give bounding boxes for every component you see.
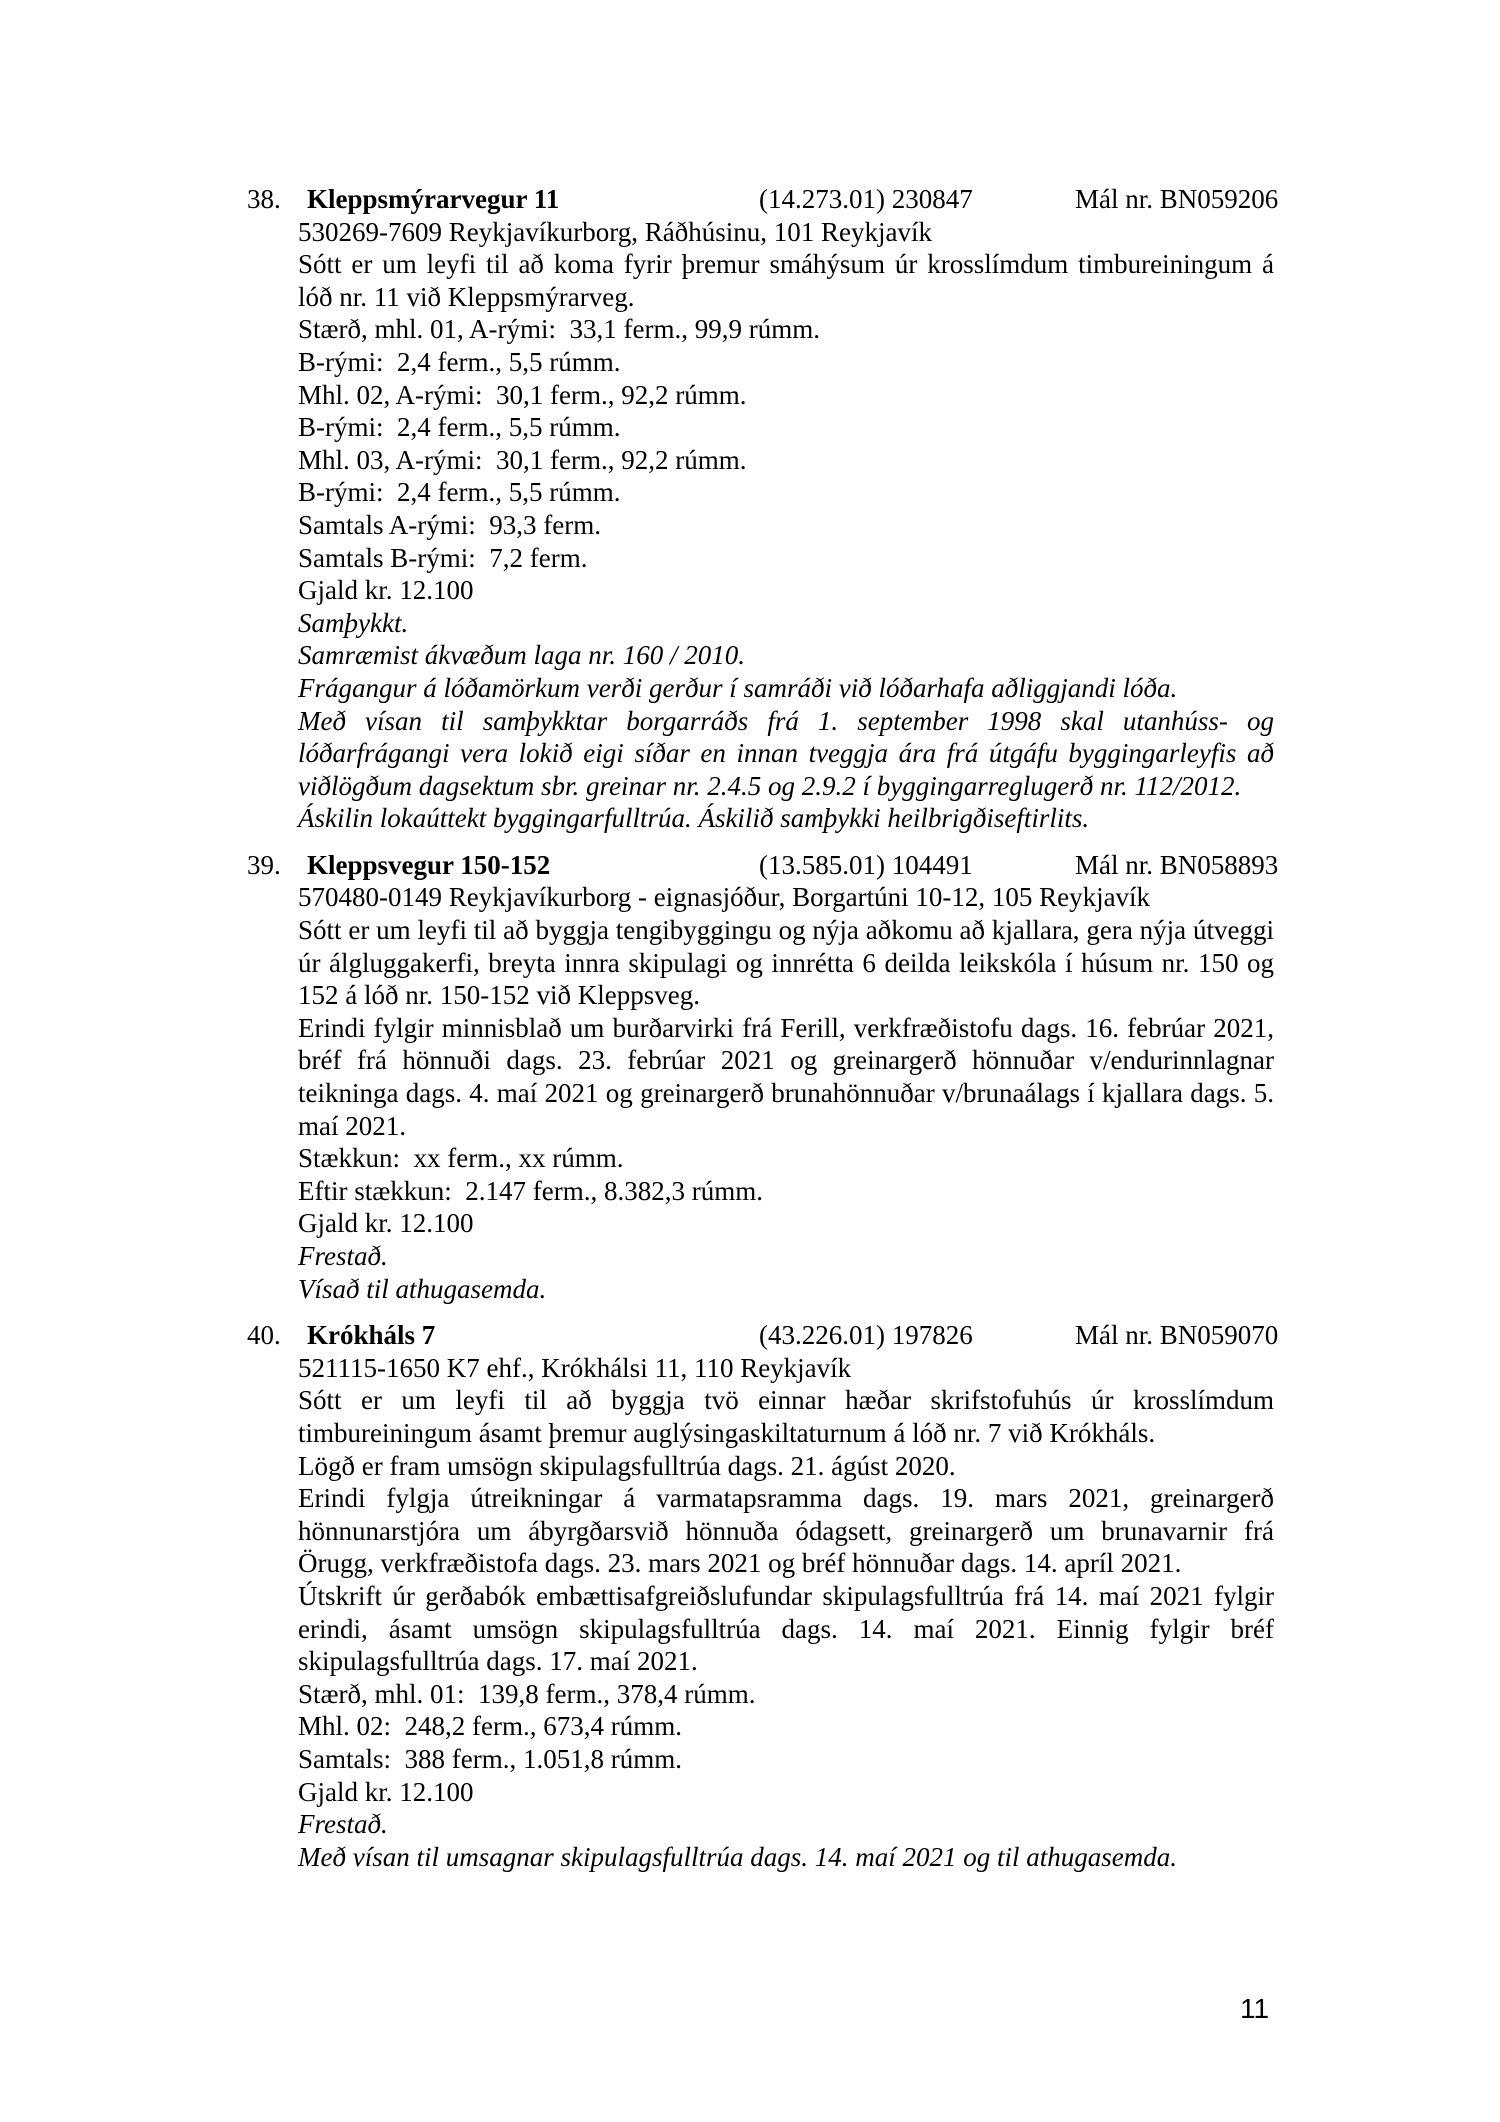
text-block: B-rými: 2,4 ferm., 5,5 rúmm. bbox=[298, 412, 621, 443]
text-block: Gjald kr. 12.100 bbox=[298, 1776, 474, 1807]
text-block: Stækkun: xx ferm., xx rúmm. bbox=[298, 1143, 624, 1174]
item-plot-ref: (13.585.01) 104491 bbox=[759, 849, 973, 880]
item-text-blocks bbox=[298, 248, 1274, 835]
text-block: Stærð, mhl. 01: 139,8 ferm., 378,4 rúmm. bbox=[298, 1678, 756, 1709]
text-block: Samtals A-rými: 93,3 ferm. bbox=[298, 509, 601, 540]
text-block: Samtals: 388 ferm., 1.051,8 rúmm. bbox=[298, 1743, 682, 1774]
text-block: Eftir stækkun: 2.147 ferm., 8.382,3 rúmm. bbox=[298, 1175, 763, 1206]
item-plot-ref: (14.273.01) 230847 bbox=[759, 184, 973, 214]
agenda-item bbox=[247, 183, 1297, 835]
item-plot-ref: (43.226.01) 197826 bbox=[759, 1320, 973, 1351]
item-heading bbox=[247, 849, 1297, 882]
text-block: Mhl. 02: 248,2 ferm., 673,4 rúmm. bbox=[298, 1711, 682, 1742]
item-title: Krókháls 7 bbox=[307, 1320, 436, 1351]
item-heading bbox=[247, 1319, 1297, 1352]
text-block: Frestað. bbox=[298, 1809, 388, 1840]
text-block: Mhl. 02, A-rými: 30,1 ferm., 92,2 rúmm. bbox=[298, 379, 747, 410]
agenda-item-list bbox=[247, 183, 1297, 1887]
text-block: Lögð er fram umsögn skipulagsfulltrúa dags. 21. ágúst 2020. bbox=[298, 1450, 956, 1481]
item-body bbox=[298, 1352, 1274, 1874]
text-block: Erindi fylgir minnisblað um burðarvirki frá Ferill, verkfræðistofu dags. 16. febrúar 2021, bréf frá hönnuði dags. 23. febrúar 2021 og greinargerð hönnuðar v/endurinnlagnar teikninga dags. 4. maí 2021 og greinargerð brunahönnuðar v/brunaálags í kjallara dags. 5. maí 2021. bbox=[298, 1012, 1274, 1141]
item-number: 40. bbox=[247, 1320, 281, 1351]
item-case-ref: Mál nr. BN058893 bbox=[1075, 849, 1279, 880]
item-body bbox=[298, 881, 1274, 1305]
item-text-blocks bbox=[298, 914, 1274, 1305]
text-block: Áskilin lokaúttekt byggingarfulltrúa. Áskilið samþykki heilbrigðiseftirlits. bbox=[298, 803, 1090, 834]
text-block: Frágangur á lóðamörkum verði gerður í samráði við lóðarhafa aðliggjandi lóða. bbox=[298, 672, 1178, 703]
text-block: Stærð, mhl. 01, A-rými: 33,1 ferm., 99,9 rúmm. bbox=[298, 314, 820, 345]
text-block: Útskrift úr gerðabók embættisafgreiðslufundar skipulagsfulltrúa frá 14. maí 2021 fylgir erindi, ásamt umsögn skipulagsfulltrúa dags. 14. maí 2021. Einnig fylgir bréf skipulagsfulltrúa dags. 17. maí 2021. bbox=[298, 1580, 1274, 1677]
text-block: Frestað. bbox=[298, 1241, 388, 1271]
text-block: Gjald kr. 12.100 bbox=[298, 1208, 474, 1239]
item-case-ref: Mál nr. BN059206 bbox=[1075, 184, 1279, 214]
item-number: 38. bbox=[247, 184, 281, 214]
text-block: Samtals B-rými: 7,2 ferm. bbox=[298, 542, 588, 573]
text-block: Sótt er um leyfi til að byggja tvö einnar hæðar skrifstofuhús úr krosslímdum timbureiningum ásamt þremur auglýsingaskiltaturnum á lóð nr. 7 við Krókháls. bbox=[298, 1385, 1274, 1448]
text-block: Erindi fylgja útreikningar á varmatapsramma dags. 19. mars 2021, greinargerð hönnunarstjóra um ábyrgðarsvið hönnuða ódagsett, greinargerð um brunavarnir frá Örugg, verkfræðistofa dags. 23. mars 2021 og bréf hönnuðar dags. 14. apríl 2021. bbox=[298, 1483, 1274, 1579]
text-block: Samþykkt. bbox=[298, 607, 409, 638]
text-block: B-rými: 2,4 ferm., 5,5 rúmm. bbox=[298, 477, 621, 508]
applicant-line: 530269-7609 Reykjavíkurborg, Ráðhúsinu, 101 Reykjavík bbox=[298, 216, 932, 247]
text-block: Með vísan til samþykktar borgarráðs frá 1. september 1998 skal utanhúss- og lóðarfrágangi vera lokið eigi síðar en innan tveggja ára frá útgáfu byggingarleyfis að viðlögðum dagsektum sbr. greinar nr. 2.4.5 og 2.9.2 í byggingarreglugerð nr. 112/2012. bbox=[298, 705, 1274, 801]
text-block: Vísað til athugasemda. bbox=[298, 1273, 547, 1304]
text-block: Með vísan til umsagnar skipulagsfulltrúa dags. 14. maí 2021 og til athugasemda. bbox=[298, 1841, 1178, 1872]
item-number: 39. bbox=[247, 849, 281, 880]
text-block: Samræmist ákvæðum laga nr. 160 / 2010. bbox=[298, 640, 746, 671]
applicant-line: 521115-1650 K7 ehf., Krókhálsi 11, 110 Reykjavík bbox=[298, 1352, 852, 1383]
text-block: B-rými: 2,4 ferm., 5,5 rúmm. bbox=[298, 346, 621, 377]
text-block: Mhl. 03, A-rými: 30,1 ferm., 92,2 rúmm. bbox=[298, 444, 747, 475]
item-text-blocks bbox=[298, 1384, 1274, 1873]
agenda-item bbox=[247, 1319, 1297, 1873]
item-body bbox=[298, 216, 1274, 835]
item-case-ref: Mál nr. BN059070 bbox=[1075, 1320, 1279, 1351]
item-heading bbox=[247, 183, 1297, 216]
text-block: Sótt er um leyfi til að koma fyrir þremur smáhýsum úr krosslímdum timbureiningum á lóð nr. 11 við Kleppsmýrarveg. bbox=[298, 249, 1274, 312]
text-block: Sótt er um leyfi til að byggja tengibyggingu og nýja aðkomu að kjallara, gera nýja útveggi úr álgluggakerfi, breyta innra skipulagi og innrétta 6 deilda leikskóla í húsum nr. 150 og 152 á lóð nr. 150-152 við Kleppsveg. bbox=[298, 915, 1274, 1011]
applicant-line: 570480-0149 Reykjavíkurborg - eignasjóður, Borgartúni 10-12, 105 Reykjavík bbox=[298, 882, 1151, 913]
item-title: Kleppsvegur 150-152 bbox=[307, 849, 551, 880]
page-number: 11 bbox=[1240, 1993, 1270, 2024]
item-title: Kleppsmýrarvegur 11 bbox=[307, 184, 560, 214]
text-block: Gjald kr. 12.100 bbox=[298, 575, 474, 606]
agenda-item bbox=[247, 849, 1297, 1305]
